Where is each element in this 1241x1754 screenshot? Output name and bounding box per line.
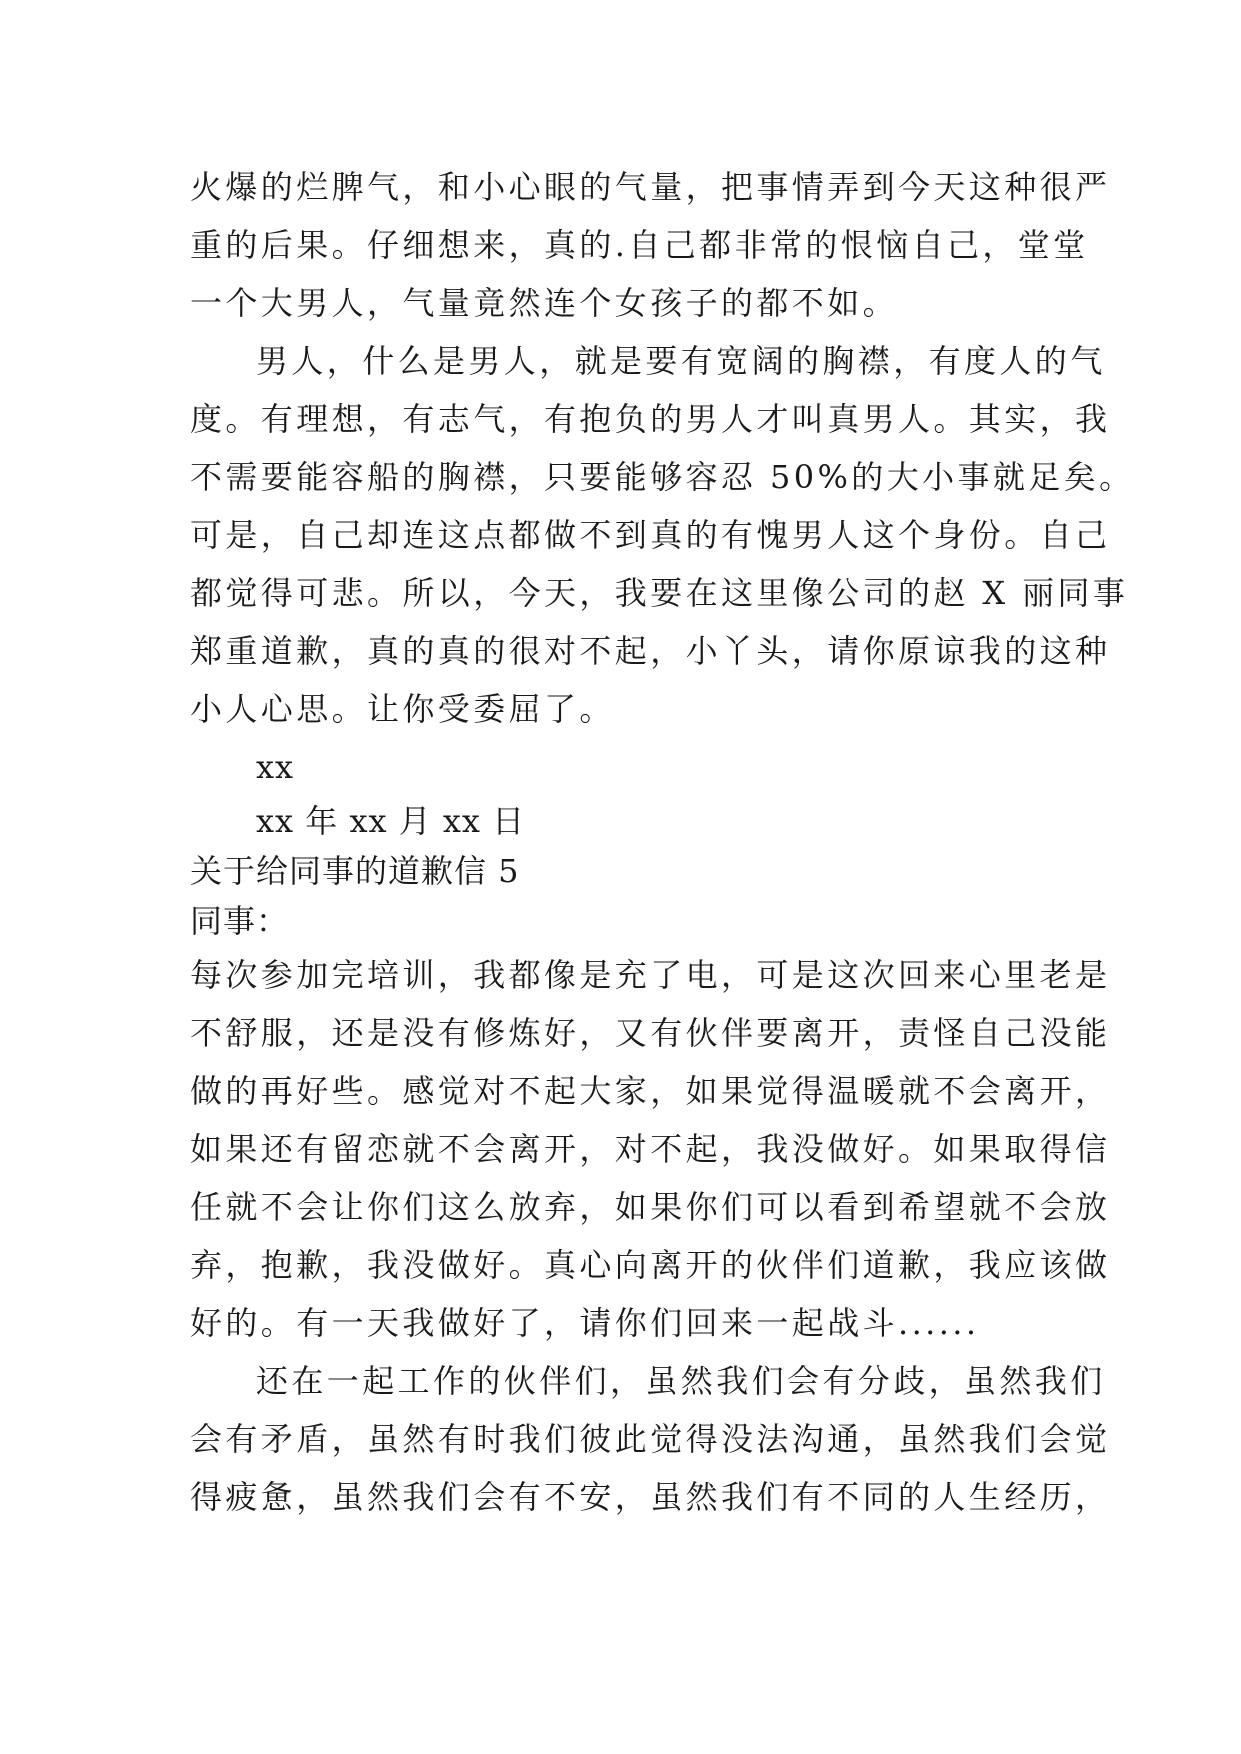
paragraph-line: 得疲惫，虽然我们会有不安，虽然我们有不同的人生经历， — [190, 1478, 1111, 1516]
paragraph-line: 度。有理想，有志气，有抱负的男人才叫真男人。其实，我 — [190, 400, 1111, 438]
paragraph-line: 任就不会让你们这么放弃，如果你们可以看到希望就不会放 — [190, 1188, 1111, 1226]
paragraph-line: 郑重道歉，真的真的很对不起，小丫头，请你原谅我的这种 — [190, 632, 1111, 670]
document-body — [190, 158, 1135, 1526]
paragraph-line: 每次参加完培训，我都像是充了电，可是这次回来心里老是 — [190, 956, 1111, 994]
paragraph-line: 如果还有留恋就不会离开，对不起，我没做好。如果取得信 — [190, 1130, 1111, 1168]
paragraph-line: 都觉得可悲。所以，今天，我要在这里像公司的赵 X 丽同事 — [190, 574, 1129, 612]
salutation: 同事： — [190, 902, 290, 940]
paragraph-line: 会有矛盾，虽然有时我们彼此觉得没法沟通，虽然我们会觉 — [190, 1420, 1111, 1458]
paragraph-line: 做的再好些。感觉对不起大家，如果觉得温暖就不会离开， — [190, 1072, 1111, 1110]
signature-date: xx 年 xx 月 xx 日 — [256, 802, 526, 840]
paragraph-line: 男人，什么是男人，就是要有宽阔的胸襟，有度人的气 — [256, 342, 1106, 380]
paragraph-line: 火爆的烂脾气，和小心眼的气量，把事情弄到今天这种很严 — [190, 168, 1111, 206]
paragraph-line: 好的。有一天我做好了，请你们回来一起战斗...... — [190, 1304, 980, 1342]
paragraph-line: 小人心思。让你受委屈了。 — [190, 690, 615, 728]
paragraph-line: 弃，抱歉，我没做好。真心向离开的伙伴们道歉，我应该做 — [190, 1246, 1111, 1284]
paragraph-line: 不舒服，还是没有修炼好，又有伙伴要离开，责怪自己没能 — [190, 1014, 1111, 1052]
paragraph-line: 不需要能容船的胸襟，只要能够容忍 50%的大小事就足矣。 — [190, 458, 1135, 496]
section-title: 关于给同事的道歉信 5 — [190, 852, 520, 890]
paragraph-line: 重的后果。仔细想来，真的.自己都非常的恨恼自己，堂堂 — [190, 226, 1089, 264]
signature-name: xx — [256, 748, 295, 786]
paragraph-line: 一个大男人，气量竟然连个女孩子的都不如。 — [190, 284, 899, 322]
paragraph-line: 还在一起工作的伙伴们，虽然我们会有分歧，虽然我们 — [256, 1362, 1106, 1400]
paragraph-line: 可是，自己却连这点都做不到真的有愧男人这个身份。自己 — [190, 516, 1111, 554]
